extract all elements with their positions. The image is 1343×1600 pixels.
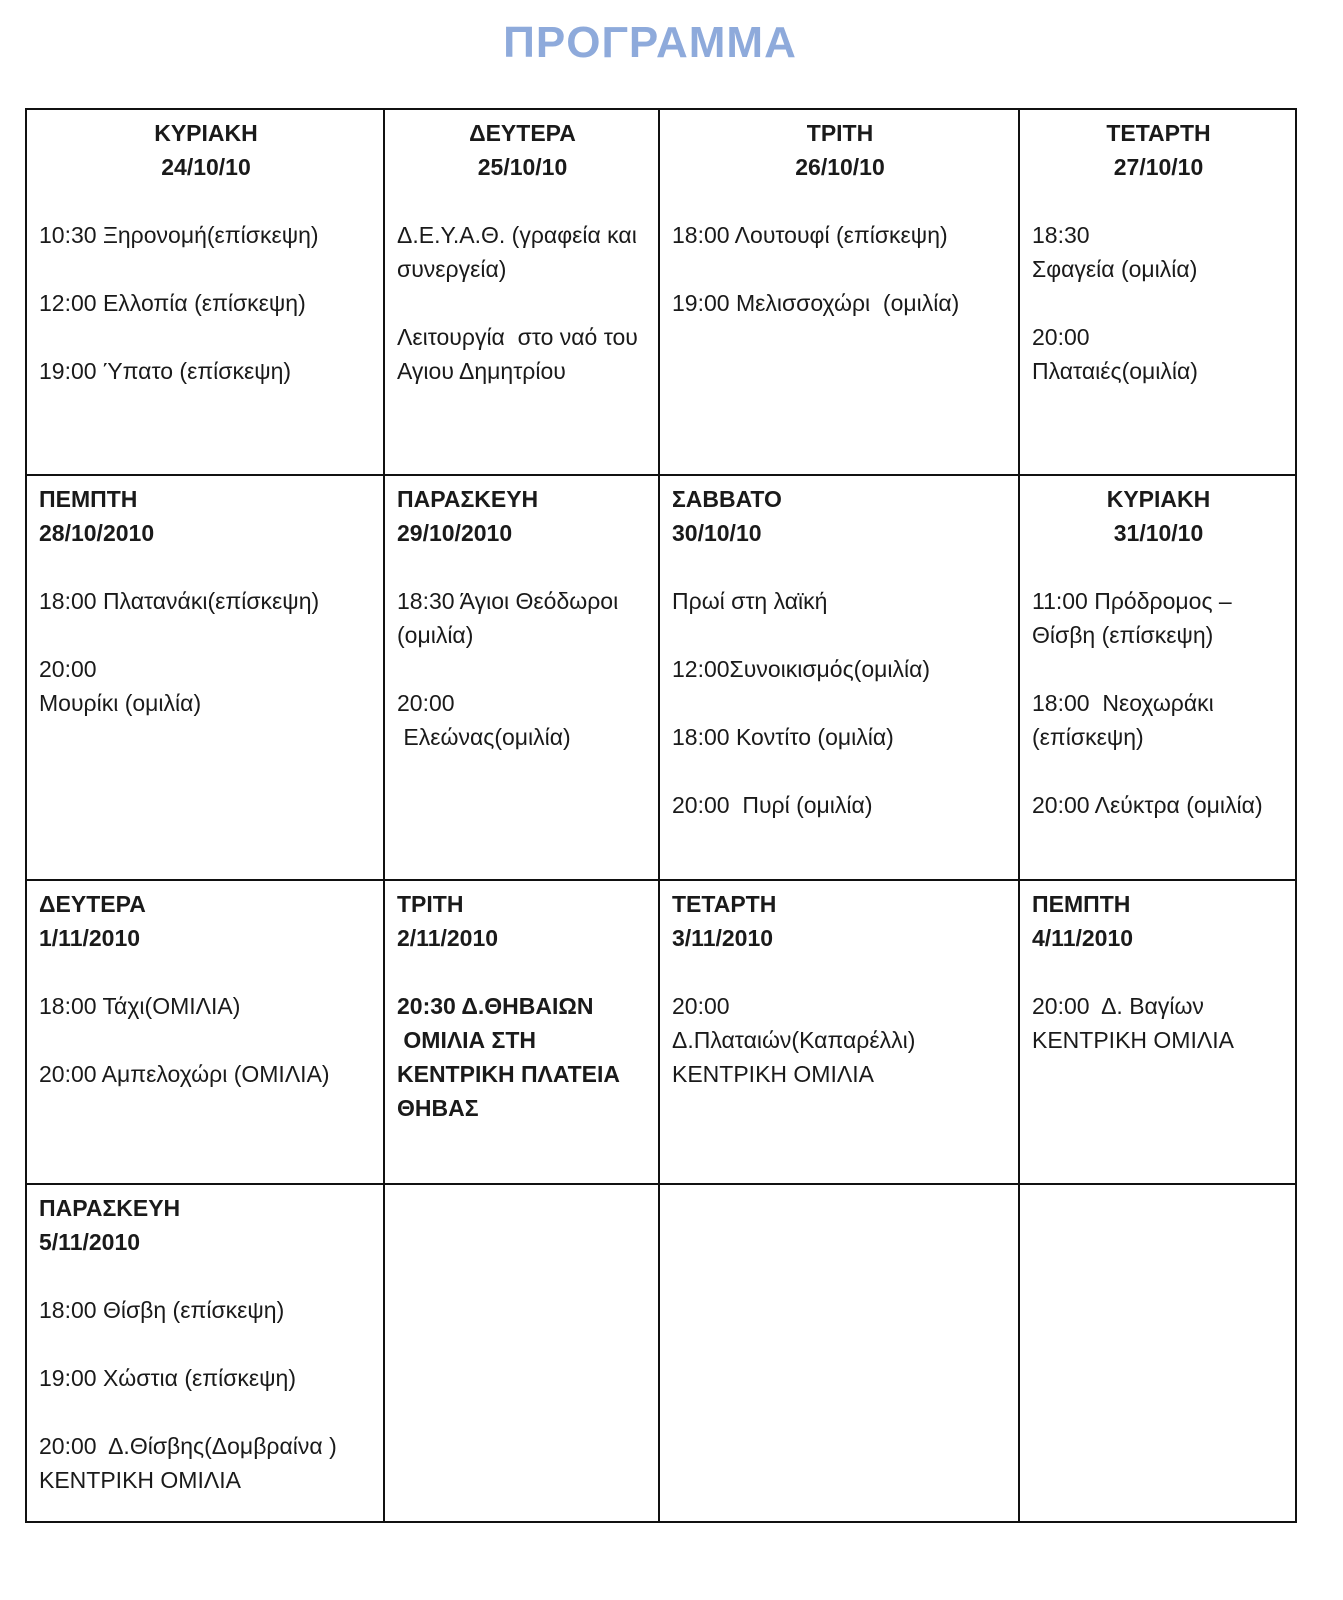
empty-cell	[659, 1184, 1019, 1522]
schedule-entry: 20:00 Δ.Θίσβης(Δομβραίνα ) ΚΕΝΤΡΙΚΗ ΟΜΙΛΙΑ	[39, 1433, 337, 1493]
schedule-row	[26, 475, 1296, 880]
day-name: ΔΕΥΤΕΡΑ	[39, 891, 146, 917]
day-cell	[1019, 880, 1296, 1184]
day-cell	[384, 109, 659, 475]
day-name: ΚΥΡΙΑΚΗ	[1106, 486, 1211, 512]
day-name: ΚΥΡΙΑΚΗ	[154, 120, 258, 146]
day-cell	[1019, 109, 1296, 475]
day-cell	[26, 109, 384, 475]
day-date: 30/10/10	[672, 520, 762, 546]
schedule-entry: Λειτουργία στο ναό του Αγιου Δημητρίου	[397, 324, 643, 384]
day-date: 4/11/2010	[1032, 925, 1134, 951]
day-cell	[26, 1184, 384, 1522]
schedule-entry: 20:00 Λεύκτρα (ομιλία)	[1032, 792, 1263, 818]
day-cell	[659, 475, 1019, 880]
day-name: ΤΕΤΑΡΤΗ	[672, 891, 777, 917]
schedule-entry: 18:30 Άγιοι Θεόδωροι (ομιλία)	[397, 588, 625, 648]
day-date: 27/10/10	[1113, 154, 1204, 180]
day-date: 5/11/2010	[39, 1229, 141, 1255]
schedule-entry: 20:00 Δ. Βαγίων ΚΕΝΤΡΙΚΗ ΟΜΙΛΙΑ	[1032, 993, 1234, 1053]
page-title: ΠΡΟΓΡΑΜΜΑ	[503, 18, 797, 67]
schedule-entry: 20:30 Δ.ΘΗΒΑΙΩΝ ΟΜΙΛΙΑ ΣΤΗ ΚΕΝΤΡΙΚΗ ΠΛΑΤΕΙΑ ΘΗΒΑΣ	[397, 993, 620, 1121]
day-date: 2/11/2010	[397, 925, 499, 951]
day-cell	[26, 880, 384, 1184]
day-cell	[384, 475, 659, 880]
day-date: 28/10/2010	[39, 520, 155, 546]
schedule-entry: Δ.Ε.Υ.Α.Θ. (γραφεία και συνεργεία)	[397, 222, 644, 282]
day-name: ΠΕΜΠΤΗ	[39, 486, 138, 512]
schedule-entry: 20:00 Πυρί (ομιλία)	[672, 792, 873, 818]
schedule-entry: 20:00 Δ.Πλαταιών(Καπαρέλλι) ΚΕΝΤΡΙΚΗ ΟΜΙΛΙΑ	[672, 993, 916, 1087]
schedule-entry: 20:00 Ελεώνας(ομιλία)	[397, 690, 571, 750]
schedule-entry: 19:00 Χώστια (επίσκεψη)	[39, 1365, 297, 1391]
day-name: ΠΕΜΠΤΗ	[1032, 891, 1131, 917]
schedule-row	[26, 880, 1296, 1184]
schedule-entry: 18:00 Κοντίτο (ομιλία)	[672, 724, 894, 750]
schedule-entry: 12:00 Ελλοπία (επίσκεψη)	[39, 290, 306, 316]
schedule-entry: 12:00Συνοικισμός(ομιλία)	[672, 656, 931, 682]
schedule-entry: 18:00 Λουτουφί (επίσκεψη)	[672, 222, 948, 248]
empty-cell	[1019, 1184, 1296, 1522]
day-cell	[1019, 475, 1296, 880]
day-name: ΤΡΙΤΗ	[806, 120, 874, 146]
day-date: 29/10/2010	[397, 520, 513, 546]
schedule-entry: 18:00 Νεοχωράκι (επίσκεψη)	[1032, 690, 1221, 750]
empty-cell	[384, 1184, 659, 1522]
day-cell	[659, 109, 1019, 475]
day-date: 31/10/10	[1113, 520, 1204, 546]
day-date: 3/11/2010	[672, 925, 774, 951]
day-name: ΠΑΡΑΣΚΕΥΗ	[39, 1195, 181, 1221]
schedule-entry: 18:00 Θίσβη (επίσκεψη)	[39, 1297, 285, 1323]
day-name: ΣΑΒΒΑΤΟ	[672, 486, 782, 512]
schedule-row	[26, 109, 1296, 475]
schedule-entry: 20:00 Πλαταιές(ομιλία)	[1032, 324, 1198, 384]
schedule-entry: 18:00 Τάχι(ΟΜΙΛΙΑ)	[39, 993, 241, 1019]
day-cell	[659, 880, 1019, 1184]
schedule-row	[26, 1184, 1296, 1522]
schedule-entry: 19:00 Μελισσοχώρι (ομιλία)	[672, 290, 960, 316]
schedule-table	[25, 108, 1297, 1523]
day-date: 25/10/10	[477, 154, 568, 180]
schedule-entry: 20:00 Μουρίκι (ομιλία)	[39, 656, 202, 716]
day-name: ΔΕΥΤΕΡΑ	[469, 120, 576, 146]
day-cell	[384, 880, 659, 1184]
schedule-entry: 10:30 Ξηρονομή(επίσκεψη)	[39, 222, 319, 248]
schedule-entry: 19:00 Ύπατο (επίσκεψη)	[39, 358, 292, 384]
schedule-entry: 11:00 Πρόδρομος – Θίσβη (επίσκεψη)	[1032, 588, 1239, 648]
day-name: ΤΕΤΑΡΤΗ	[1106, 120, 1211, 146]
schedule-entry: 18:00 Πλατανάκι(επίσκεψη)	[39, 588, 320, 614]
schedule-entry: 18:30 Σφαγεία (ομιλία)	[1032, 222, 1198, 282]
day-date: 26/10/10	[795, 154, 885, 180]
schedule-entry: Πρωί στη λαϊκή	[672, 588, 828, 614]
day-cell	[26, 475, 384, 880]
day-name: ΤΡΙΤΗ	[397, 891, 464, 917]
day-date: 1/11/2010	[39, 925, 141, 951]
day-date: 24/10/10	[161, 154, 251, 180]
day-name: ΠΑΡΑΣΚΕΥΗ	[397, 486, 539, 512]
schedule-entry: 20:00 Αμπελοχώρι (ΟΜΙΛΙΑ)	[39, 1061, 330, 1087]
